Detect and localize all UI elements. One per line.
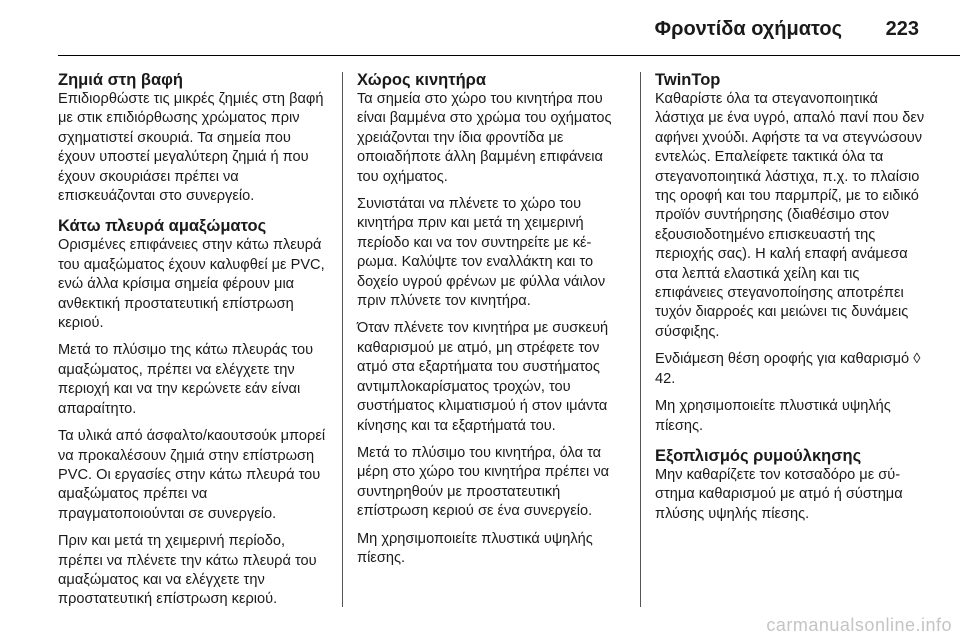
paragraph: Ενδιάμεση θέση οροφής για καθαρισμό ◊ 42.	[655, 351, 921, 387]
paragraph: Πριν και μετά τη χειμερινή περίοδο, πρέπει να πλένετε την κάτω πλευρά του αμαξώματος και να ελέγχετε την προστατευτική επίστρωση κεριού.	[58, 533, 317, 608]
paragraph: Μετά το πλύσιμο του κινητήρα, όλα τα μέρη στο χώρο του κινητήρα πρέπει να συντηρηθούν με προστατευτική επίστρωση κεριού σε ένα συνεργείο.	[357, 444, 610, 520]
column-2	[357, 70, 627, 576]
paragraph: Μετά το πλύσιμο της κάτω πλευράς του αμαξώματος, πρέπει να ελέγχετε την περιοχή και να την κερώνετε εάν είναι απαραίτητο.	[58, 342, 314, 417]
header-rule	[58, 55, 960, 56]
paragraph: Συνιστάται να πλένετε το χώρο του κινητήρα πριν και μετά τη χειμερινή περίοδο και να τον συντηρείτε με κέρωμα. Καλύψτε τον εναλλάκτη και το δοχείο υγρού φρένων με φύλλα νάιλον πριν πλύνετε τον κινητήρα.	[357, 196, 606, 310]
paragraph: Μη χρησιμοποιείτε πλυστικά υψηλής πίεσης.	[357, 530, 593, 566]
page-header	[0, 0, 960, 56]
heading-twintop: TwinTop	[655, 71, 721, 89]
paragraph: Όταν πλένετε τον κινητήρα με συσκευή καθαρισμού με ατμό, μη στρέφετε τον ατμό στα εξαρτήματα του συστήματος αντιμπλοκαρίσματος τροχών, του συστήματος κλιματισμού ή στον ιμάντα κίνησης και τα εξαρτήματά του.	[357, 320, 609, 434]
paragraph: Καθαρίστε όλα τα στεγανοποιητικά λάστιχα με ένα υγρό, απαλό πανί που δεν αφήνει χνούδι. Αφήστε τα να στεγνώσουν εντελώς. Επαλείφετε τακτικά όλα τα στεγανοποιητικά λάστιχα, π.χ. το πλαίσιο της οροφή και του παρμπρίζ, με το ειδικό προϊόν συντήρησης (διαθέσιμο στον εξουσιοδοτημένο επισκευαστή της περιοχής σας). Η καλή επαφή ανάμεσα στα λεπτά ελαστικά χείλη και τις επιφάνειες στεγανοποίησης αποτρέπει τυχόν διαρροές και μειώνει τις δυνάμεις σύσφιξης.	[655, 91, 925, 340]
column-3	[655, 70, 927, 532]
heading-engine-compartment: Χώρος κινητήρα	[357, 71, 487, 89]
page-number: 223	[885, 18, 919, 40]
paragraph: Τα υλικά από άσφαλτο/καουτσούκ μπορεί να προκαλέσουν ζημιά στην επίστρωση PVC. Οι εργασίες στην κάτω πλευρά του αμαξώματος πρέπει να πραγματοποιούνται σε συνεργείο.	[58, 428, 326, 522]
heading-paint-damage: Ζημιά στη βαφή	[58, 71, 183, 89]
paragraph: Μην καθαρίζετε τον κοτσαδόρο με σύστημα καθαρισμού με ατμό ή σύστημα πλύσης υψηλής πίεσης.	[655, 466, 903, 522]
section-title: Φροντίδα οχήματος	[654, 18, 842, 40]
heading-towing-equipment: Εξοπλισμός ρυμούλκησης	[655, 446, 862, 465]
paragraph: Ορισμένες επιφάνειες στην κάτω πλευρά του αμαξώματος έχουν καλυφθεί με PVC, ενώ άλλα κρίσιμα σημεία φέρουν μια ανθεκτική προστατευτική επίστρωση κεριού.	[58, 237, 325, 332]
column-1	[58, 70, 328, 618]
watermark: carmanualsonline.info	[766, 615, 952, 635]
column-divider	[342, 72, 343, 607]
column-divider	[640, 72, 641, 607]
paragraph: Μη χρησιμοποιείτε πλυστικά υψηλής πίεσης.	[655, 398, 891, 434]
paragraph: Τα σημεία στο χώρο του κινητήρα που είναι βαμμένα στο χρώμα του οχήματος χρειάζονται την ίδια φροντίδα με οποιαδήποτε άλλη βαμμένη επιφάνεια του οχήματος.	[357, 91, 612, 185]
heading-underbody: Κάτω πλευρά αμαξώματος	[58, 217, 267, 236]
paragraph: Επιδιορθώστε τις μικρές ζημιές στη βαφή με στικ επιδιόρθωσης χρώματος πριν σχηματιστεί σκουριά. Τα σημεία που έχουν υποστεί μεγαλύτερη ζημιά ή που έχουν σκουριάσει πρέπει να επισκευάζονται στο συνεργείο.	[58, 91, 324, 205]
